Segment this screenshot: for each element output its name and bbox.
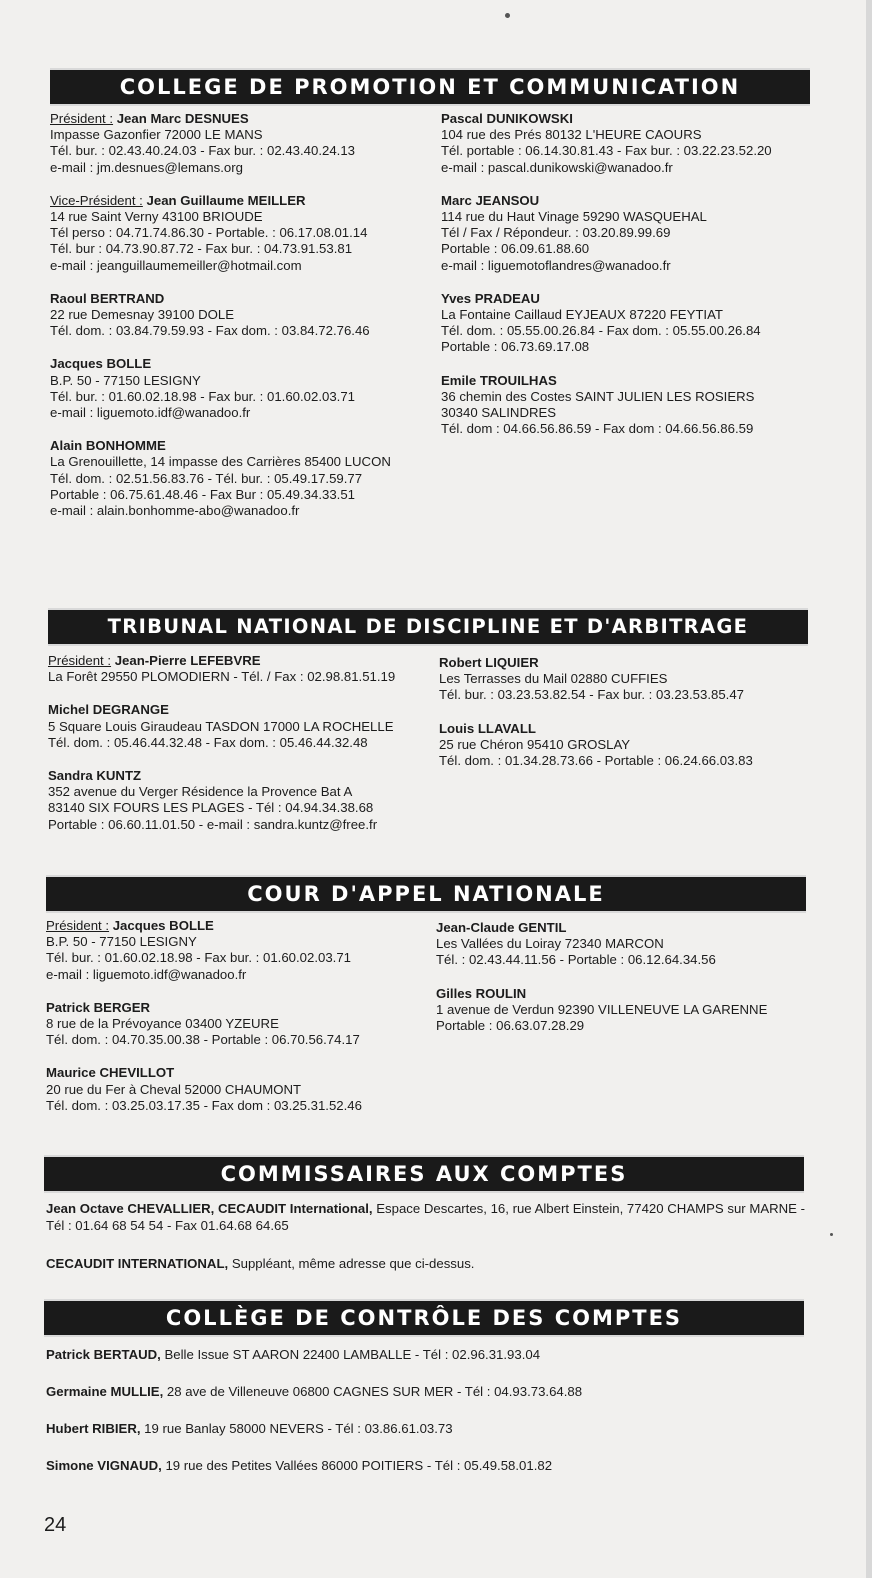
entry-detail-line: B.P. 50 - 77150 LESIGNY: [46, 934, 197, 950]
entry-text: Espace Descartes, 16, rue Albert Einstein, 77420 CHAMPS sur MARNE - Tél : 01.64 68 54 54 - Fax 01.64.68 64.65: [46, 1201, 806, 1233]
entry-detail-line: Les Vallées du Loiray 72340 MARCON: [436, 936, 664, 952]
entry-name: Patrick BERTAUD,: [46, 1347, 161, 1362]
entry-detail-line: e-mail : liguemoto.idf@wanadoo.fr: [46, 966, 247, 982]
entry-name: Jacques BOLLE: [50, 356, 152, 372]
entry-heading: [50, 291, 430, 307]
entry-name: Sandra KUNTZ: [48, 768, 142, 784]
directory-entry: [439, 655, 829, 704]
entry-detail-line: La Fontaine Caillaud EYJEAUX 87220 FEYTIAT: [441, 307, 723, 323]
college-promotion-right-column: [441, 111, 831, 454]
entry-name: CECAUDIT INTERNATIONAL,: [46, 1256, 229, 1271]
entry-text: Suppléant, même adresse que ci-dessus.: [228, 1256, 475, 1271]
entry-detail-line: La Forêt 29550 PLOMODIERN - Tél. / Fax : 02.98.81.51.19: [48, 669, 396, 685]
directory-entry: [436, 986, 831, 1035]
entry-heading: [441, 291, 831, 307]
entry-heading: [48, 653, 433, 669]
entry-name: Louis LLAVALL: [439, 720, 536, 736]
print-speck: [505, 13, 510, 18]
tribunal-left-column: [48, 653, 433, 850]
entry-name: Jean-Claude GENTIL: [436, 920, 567, 935]
entry-name: Michel DEGRANGE: [48, 702, 169, 718]
directory-entry: [48, 653, 433, 685]
entry-detail-line: 36 chemin des Costes SAINT JULIEN LES ROSIERS: [441, 388, 755, 404]
entry-name: Jean Octave CHEVALLIER, CECAUDIT International,: [46, 1201, 373, 1216]
entry-heading: [441, 111, 831, 127]
entry-detail-line: 25 rue Chéron 95410 GROSLAY: [439, 736, 631, 752]
controle-entry-4: [46, 1457, 826, 1474]
entry-name: Robert LIQUIER: [439, 655, 539, 670]
entry-detail-line: 14 rue Saint Verny 43100 BRIOUDE: [50, 209, 263, 225]
entry-text: Belle Issue ST AARON 22400 LAMBALLE - Tél : 02.96.31.93.04: [160, 1347, 541, 1362]
entry-name: Pascal DUNIKOWSKI: [441, 111, 573, 126]
cour-appel-left-column: [46, 918, 431, 1131]
entry-name: Alain BONHOMME: [50, 438, 166, 454]
print-speck: [830, 1233, 833, 1236]
entry-detail-line: La Grenouillette, 14 impasse des Carrières 85400 LUCON: [50, 454, 391, 470]
entry-detail-line: e-mail : liguemoto.idf@wanadoo.fr: [50, 405, 251, 421]
entry-heading: [50, 356, 430, 372]
cour-appel-right-column: [436, 920, 831, 1051]
college-promotion-left-column: [50, 111, 430, 536]
entry-detail-line: Tél. dom. : 03.25.03.17.35 - Fax dom : 03.25.31.52.46: [46, 1097, 362, 1113]
directory-entry: [50, 193, 430, 274]
entry-detail-line: Tél. dom. : 01.34.28.73.66 - Portable : 06.24.66.03.83: [439, 753, 753, 769]
entry-detail-line: 5 Square Louis Giraudeau TASDON 17000 LA ROCHELLE: [48, 718, 394, 734]
entry-detail-line: Tél. dom. : 05.55.00.26.84 - Fax dom. : 05.55.00.26.84: [441, 323, 761, 339]
entry-name: Jean-Pierre LEFEBVRE: [114, 653, 261, 668]
directory-entry: [46, 918, 431, 983]
entry-detail-line: Portable : 06.63.07.28.29: [436, 1018, 585, 1034]
entry-role: Président :: [50, 111, 114, 126]
entry-name: Raoul BERTRAND: [50, 290, 165, 306]
entry-name: Gilles ROULIN: [436, 985, 527, 1001]
directory-entry: [439, 721, 829, 770]
entry-name: Jean Guillaume MEILLER: [146, 192, 306, 208]
entry-detail-line: Les Terrasses du Mail 02880 CUFFIES: [439, 671, 668, 687]
directory-entry: [46, 1065, 431, 1114]
entry-heading: [436, 986, 831, 1002]
directory-entry: [441, 291, 831, 356]
entry-heading: [48, 702, 433, 718]
entry-detail-line: 20 rue du Fer à Cheval 52000 CHAUMONT: [46, 1081, 302, 1097]
entry-heading: [439, 655, 829, 671]
entry-detail-line: Tél. bur. : 01.60.02.18.98 - Fax bur. : 01.60.02.03.71: [46, 950, 351, 966]
entry-text: 19 rue Banlay 58000 NEVERS - Tél : 03.86.61.03.73: [140, 1421, 453, 1436]
commissaires-entry-2: [46, 1255, 826, 1272]
commissaires-entry-1: [46, 1200, 826, 1234]
entry-detail-line: 1 avenue de Verdun 92390 VILLENEUVE LA GARENNE: [436, 1001, 768, 1017]
directory-entry: [441, 193, 831, 274]
entry-name: Yves PRADEAU: [441, 290, 540, 306]
entry-heading: [50, 438, 430, 454]
entry-heading: [439, 721, 829, 737]
entry-detail-line: Tél. portable : 06.14.30.81.43 - Fax bur. : 03.22.23.52.20: [441, 143, 772, 159]
entry-detail-line: Portable : 06.73.69.17.08: [441, 339, 590, 355]
entry-heading: [48, 768, 433, 784]
entry-detail-line: 22 rue Demesnay 39100 DOLE: [50, 307, 235, 323]
entry-detail-line: Tél. dom. : 02.51.56.83.76 - Tél. bur. : 05.49.17.59.77: [50, 470, 363, 486]
entry-detail-line: B.P. 50 - 77150 LESIGNY: [50, 372, 201, 388]
page-edge: [866, 0, 872, 1578]
entry-name: Jean Marc DESNUES: [116, 111, 249, 126]
controle-entry-3: [46, 1420, 826, 1437]
entry-text: 28 ave de Villeneuve 06800 CAGNES SUR MER - Tél : 04.93.73.64.88: [163, 1384, 583, 1399]
entry-name: Maurice CHEVILLOT: [46, 1065, 175, 1081]
entry-heading: [441, 373, 831, 389]
entry-detail-line: Tél. : 02.43.44.11.56 - Portable : 06.12.64.34.56: [436, 952, 716, 968]
entry-detail-line: Portable : 06.09.61.88.60: [441, 241, 590, 257]
entry-detail-line: 30340 SALINDRES: [441, 405, 557, 421]
entry-detail-line: e-mail : jeanguillaumemeiller@hotmail.com: [50, 257, 302, 273]
entry-heading: [436, 920, 831, 936]
directory-entry: [50, 356, 430, 421]
entry-detail-line: Portable : 06.60.11.01.50 - e-mail : sandra.kuntz@free.fr: [48, 816, 378, 832]
entry-detail-line: Impasse Gazonfier 72000 LE MANS: [50, 127, 263, 143]
entry-name: Simone VIGNAUD,: [46, 1458, 162, 1473]
entry-name: Emile TROUILHAS: [441, 372, 557, 388]
section-header-college-controle: COLLÈGE DE CONTRÔLE DES COMPTES: [44, 1299, 804, 1337]
entry-detail-line: Tél. bur. : 01.60.02.18.98 - Fax bur. : 01.60.02.03.71: [50, 388, 355, 404]
tribunal-right-column: [439, 655, 829, 786]
directory-entry: [48, 702, 433, 751]
entry-heading: [46, 1000, 431, 1016]
entry-text: 19 rue des Petites Vallées 86000 POITIERS - Tél : 05.49.58.01.82: [161, 1458, 553, 1473]
directory-entry: [50, 111, 430, 176]
entry-detail-line: Tél. dom. : 05.46.44.32.48 - Fax dom. : 05.46.44.32.48: [48, 734, 368, 750]
directory-entry: [50, 291, 430, 340]
directory-entry: [441, 111, 831, 176]
entry-detail-line: e-mail : alain.bonhomme-abo@wanadoo.fr: [50, 503, 300, 519]
entry-name: Germaine MULLIE,: [46, 1384, 164, 1399]
entry-name: Hubert RIBIER,: [46, 1421, 141, 1436]
entry-role: Président :: [46, 918, 110, 933]
entry-detail-line: Tél. dom. : 04.70.35.00.38 - Portable : 06.70.56.74.17: [46, 1032, 360, 1048]
directory-entry: [46, 1000, 431, 1049]
section-header-commissaires: COMMISSAIRES AUX COMPTES: [44, 1155, 804, 1193]
section-header-college-promotion: COLLEGE DE PROMOTION ET COMMUNICATION: [50, 68, 810, 106]
entry-detail-line: 114 rue du Haut Vinage 59290 WASQUEHAL: [441, 209, 707, 225]
entry-heading: [46, 918, 431, 934]
entry-detail-line: 352 avenue du Verger Résidence la Provence Bat A: [48, 784, 353, 800]
entry-detail-line: e-mail : pascal.dunikowski@wanadoo.fr: [441, 159, 673, 175]
entry-heading: [46, 1065, 431, 1081]
directory-entry: [436, 920, 831, 969]
entry-detail-line: Tél. bur. : 02.43.40.24.03 - Fax bur. : 02.43.40.24.13: [50, 143, 355, 159]
entry-role: Président :: [48, 653, 112, 668]
controle-entry-1: [46, 1346, 826, 1363]
section-header-cour-appel: COUR D'APPEL NATIONALE: [46, 875, 806, 913]
entry-name: Jacques BOLLE: [112, 918, 214, 933]
directory-entry: [50, 438, 430, 519]
entry-detail-line: Tél. dom : 04.66.56.86.59 - Fax dom : 04.66.56.86.59: [441, 421, 754, 437]
entry-detail-line: Tél perso : 04.71.74.86.30 - Portable. : 06.17.08.01.14: [50, 225, 368, 241]
entry-heading: [50, 193, 430, 209]
controle-entry-2: [46, 1383, 826, 1400]
entry-detail-line: 104 rue des Prés 80132 L'HEURE CAOURS: [441, 127, 702, 143]
directory-entry: [441, 373, 831, 438]
entry-detail-line: Tél. bur : 04.73.90.87.72 - Fax bur. : 04.73.91.53.81: [50, 241, 353, 257]
entry-detail-line: e-mail : jm.desnues@lemans.org: [50, 159, 243, 175]
directory-entry: [48, 768, 433, 833]
section-header-tribunal: TRIBUNAL NATIONAL DE DISCIPLINE ET D'ARBITRAGE: [48, 608, 808, 646]
entry-detail-line: Tél. dom. : 03.84.79.59.93 - Fax dom. : 03.84.72.76.46: [50, 323, 370, 339]
entry-detail-line: 8 rue de la Prévoyance 03400 YZEURE: [46, 1016, 279, 1032]
entry-detail-line: e-mail : liguemotoflandres@wanadoo.fr: [441, 257, 671, 273]
entry-detail-line: Tél / Fax / Répondeur. : 03.20.89.99.69: [441, 225, 671, 241]
entry-heading: [50, 111, 430, 127]
entry-role: Vice-Président :: [50, 192, 143, 208]
entry-detail-line: 83140 SIX FOURS LES PLAGES - Tél : 04.94.34.38.68: [48, 800, 374, 816]
entry-heading: [441, 193, 831, 209]
entry-detail-line: Portable : 06.75.61.48.46 - Fax Bur : 05.49.34.33.51: [50, 486, 355, 502]
page-number: 24: [44, 1514, 67, 1536]
entry-name: Patrick BERGER: [46, 999, 151, 1015]
entry-name: Marc JEANSOU: [441, 192, 540, 208]
entry-detail-line: Tél. bur. : 03.23.53.82.54 - Fax bur. : 03.23.53.85.47: [439, 687, 744, 703]
